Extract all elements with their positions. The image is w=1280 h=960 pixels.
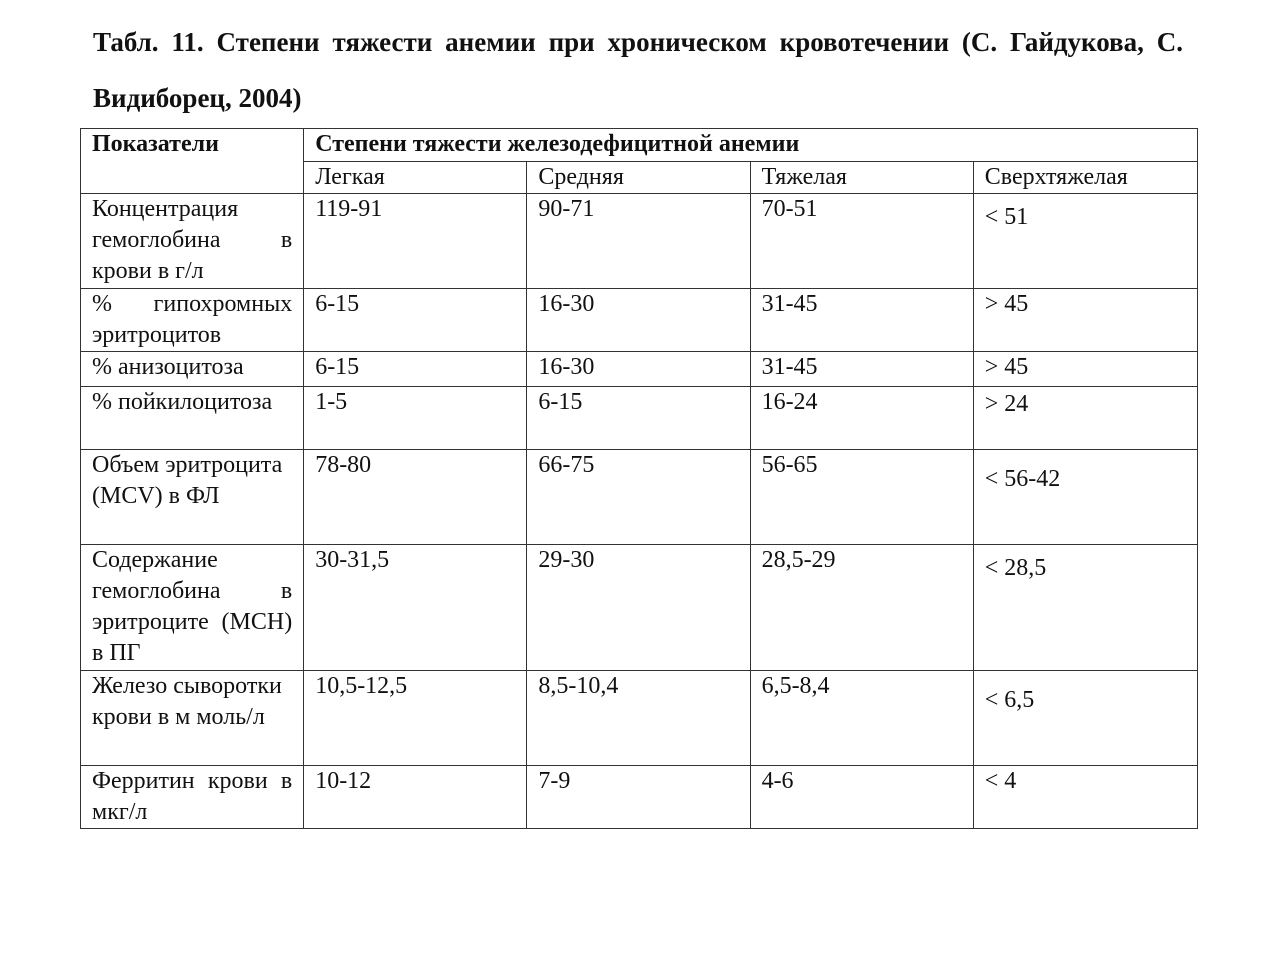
header-row [81,129,1198,162]
value-cell: < 28,5 [973,545,1197,671]
value-cell: 90-71 [527,194,750,289]
value-cell: 4-6 [750,766,973,829]
value-cell: 66-75 [527,450,750,545]
value-cell: 30-31,5 [304,545,527,671]
table-row [81,671,1198,766]
value-cell: 119-91 [304,194,527,289]
value-cell: < 56-42 [973,450,1197,545]
value-cell: 8,5-10,4 [527,671,750,766]
value-cell: 31-45 [750,352,973,387]
row-label: % гипохромных эритроцитов [81,289,304,352]
value-cell: > 45 [973,352,1197,387]
value-cell: 6,5-8,4 [750,671,973,766]
row-label: Железо сыворотки крови в м моль/л [81,671,304,766]
value-cell: 29-30 [527,545,750,671]
table-row [81,545,1198,671]
row-label: Ферритин крови в мкг/л [81,766,304,829]
value-cell: < 4 [973,766,1197,829]
value-cell: 28,5-29 [750,545,973,671]
value-cell: 16-30 [527,352,750,387]
header-degree-moderate: Средняя [527,162,750,194]
table-caption: Табл. 11. Степени тяжести анемии при хроническом кровотечении (С. Гайдукова, С. Видиборец, 2004) [93,27,1183,113]
header-indicators: Показатели [81,129,304,194]
value-cell: 78-80 [304,450,527,545]
row-label: Концентрация гемоглобина в крови в г/л [81,194,304,289]
value-cell: 10,5-12,5 [304,671,527,766]
value-cell: 70-51 [750,194,973,289]
row-label: Объем эритроцита (MCV) в ФЛ [81,450,304,545]
header-degree-extreme: Сверхтяжелая [973,162,1197,194]
value-cell: 1-5 [304,387,527,450]
value-cell: 6-15 [304,289,527,352]
table-row [81,766,1198,829]
table-row [81,450,1198,545]
row-label: % анизоцитоза [81,352,304,387]
value-cell: < 6,5 [973,671,1197,766]
value-cell: 56-65 [750,450,973,545]
table-row [81,352,1198,387]
header-degree-severe: Тяжелая [750,162,973,194]
value-cell: 10-12 [304,766,527,829]
table-row [81,194,1198,289]
value-cell: > 45 [973,289,1197,352]
header-degree-mild: Легкая [304,162,527,194]
anemia-severity-table [80,128,1198,829]
value-cell: < 51 [973,194,1197,289]
value-cell: 16-30 [527,289,750,352]
value-cell: 6-15 [527,387,750,450]
row-label: Содержание гемоглобина в эритроците (МСН) в ПГ [81,545,304,671]
table-row [81,387,1198,450]
value-cell: 31-45 [750,289,973,352]
value-cell: 16-24 [750,387,973,450]
value-cell: 6-15 [304,352,527,387]
table-row [81,289,1198,352]
header-severity-group: Степени тяжести железодефицитной анемии [304,129,1198,162]
row-label: % пойкилоцитоза [81,387,304,450]
value-cell: > 24 [973,387,1197,450]
value-cell: 7-9 [527,766,750,829]
